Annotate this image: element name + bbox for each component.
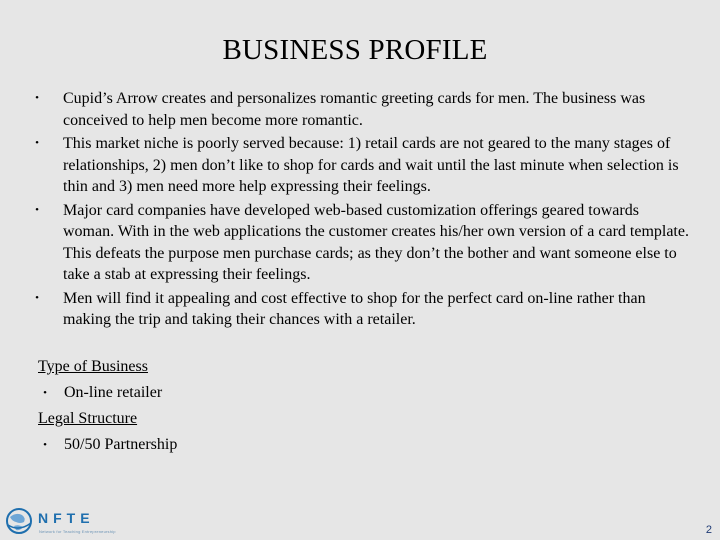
type-of-business-value: On-line retailer xyxy=(64,384,163,401)
bullet-icon: • xyxy=(35,203,39,216)
globe-icon xyxy=(4,506,34,536)
bullet-icon: • xyxy=(35,137,39,149)
bullet-text: Men will find it appealing and cost effective to shop for the perfect card on-line rather than making the trip and taking their chances with a retailer. xyxy=(63,289,646,328)
legal-structure-item xyxy=(38,432,678,458)
bullet-icon: • xyxy=(35,291,39,304)
list-item xyxy=(30,200,690,286)
bullet-text: This market niche is poorly served because: 1) retail cards are not geared to the many stages of relationships, 2) men don’t like to shop for cards and wait until the last minute when selection is thin and 3) men need more help expressing their feelings. xyxy=(63,135,679,195)
type-of-business-item xyxy=(38,380,678,406)
business-details xyxy=(38,354,678,458)
bullet-icon: • xyxy=(43,439,47,451)
bullet-text: Major card companies have developed web-based customization offerings geared towards woman. With in the web applications the customer creates his/her own version of a card template. This defeats the purpose men purchase cards; as they don’t the bother and want someone else to take a stab at expressing their feelings. xyxy=(63,201,689,283)
list-item xyxy=(30,288,690,331)
list-item xyxy=(30,88,690,131)
logo-text: NFTE xyxy=(38,510,95,526)
bullet-list xyxy=(30,88,690,333)
type-of-business-heading: Type of Business xyxy=(38,358,148,375)
page-title: BUSINESS PROFILE xyxy=(222,34,488,66)
bullet-icon: • xyxy=(35,92,39,104)
page-number: 2 xyxy=(705,524,712,536)
list-item xyxy=(30,133,690,198)
legal-structure-heading: Legal Structure xyxy=(38,410,138,427)
bullet-text: Cupid’s Arrow creates and personalizes romantic greeting cards for men. The business was conceived to help men become more romantic. xyxy=(63,90,646,129)
legal-structure-value: 50/50 Partnership xyxy=(64,436,178,453)
bullet-icon: • xyxy=(43,387,47,399)
logo-tagline: Network for Teaching Entrepreneurship xyxy=(39,529,116,534)
nfte-logo xyxy=(4,504,116,538)
